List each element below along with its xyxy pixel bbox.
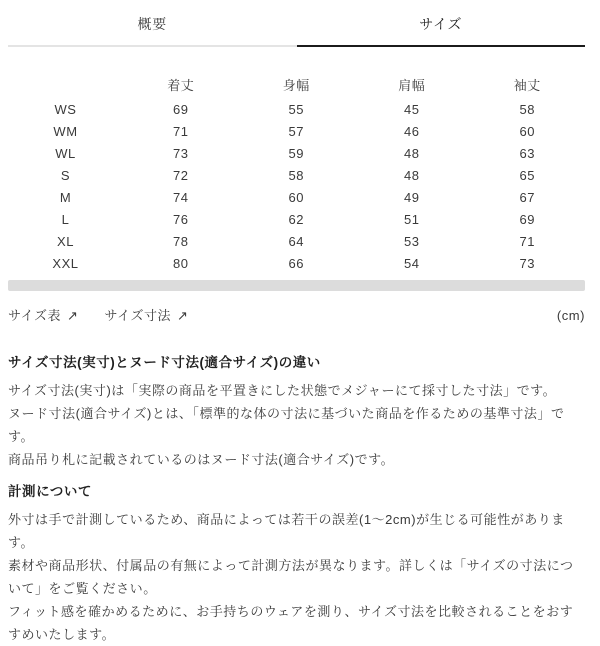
tab-overview-label: 概要 <box>137 16 167 32</box>
table-row <box>8 121 585 143</box>
col-header: 身幅 <box>282 78 310 93</box>
value-cell: 69 <box>519 212 535 227</box>
size-label-cell: WS <box>54 102 77 117</box>
value-cell: 55 <box>288 102 304 117</box>
value-cell: 69 <box>173 102 189 117</box>
col-header: 袖丈 <box>513 78 541 93</box>
value-cell: 71 <box>519 234 535 249</box>
size-label-cell: S <box>60 168 71 183</box>
value-cell: 48 <box>404 168 420 183</box>
section-measurement <box>8 483 585 646</box>
size-table <box>8 75 585 275</box>
value-cell: 58 <box>519 102 535 117</box>
value-cell: 63 <box>519 146 535 161</box>
table-row <box>8 209 585 231</box>
size-label-cell: XXL <box>52 256 79 271</box>
value-cell: 57 <box>288 124 304 139</box>
table-row <box>8 253 585 275</box>
section-paragraph: 外寸は手で計測しているため、商品によっては若干の誤差(1〜2cm)が生じる可能性があります。 <box>8 512 565 550</box>
table-row <box>8 143 585 165</box>
tab-size-label: サイズ <box>419 16 463 32</box>
tab-size[interactable] <box>297 14 586 47</box>
value-cell: 73 <box>173 146 189 161</box>
value-cell: 76 <box>173 212 189 227</box>
section-paragraph: 素材や商品形状、付属品の有無によって計測方法が異なります。詳しくは「サイズの寸法について」をご覧ください。 <box>8 558 574 596</box>
value-cell: 78 <box>173 234 189 249</box>
value-cell: 60 <box>288 190 304 205</box>
links-row <box>8 306 585 325</box>
table-row <box>8 165 585 187</box>
value-cell: 45 <box>404 102 420 117</box>
section-paragraph: ヌード寸法(適合サイズ)とは、「標準的な体の寸法に基づいた商品を作るための基準寸法」です。 <box>8 406 565 444</box>
size-chart-link[interactable] <box>8 306 78 325</box>
section-heading: 計測について <box>8 484 92 499</box>
table-row <box>8 99 585 121</box>
section-paragraph: フィット感を確かめるために、お手持ちのウェアを測り、サイズ寸法を比較されることをおすすめいたします。 <box>8 604 574 642</box>
value-cell: 51 <box>404 212 420 227</box>
size-dimensions-link-label: サイズ寸法 <box>104 308 172 323</box>
external-link-icon: ↗ <box>67 308 79 323</box>
value-cell: 48 <box>404 146 420 161</box>
col-header-size <box>8 75 123 97</box>
size-table-header <box>8 75 585 97</box>
section-size-definition <box>8 354 585 471</box>
value-cell: 64 <box>288 234 304 249</box>
value-cell: 62 <box>288 212 304 227</box>
size-label-cell: L <box>61 212 70 227</box>
size-table-body <box>8 99 585 275</box>
value-cell: 73 <box>519 256 535 271</box>
value-cell: 46 <box>404 124 420 139</box>
table-row <box>8 187 585 209</box>
tab-bar <box>8 14 585 47</box>
table-scrollbar[interactable] <box>8 280 585 291</box>
value-cell: 74 <box>173 190 189 205</box>
value-cell: 59 <box>288 146 304 161</box>
col-header: 着丈 <box>167 78 195 93</box>
value-cell: 53 <box>404 234 420 249</box>
value-cell: 65 <box>519 168 535 183</box>
value-cell: 80 <box>173 256 189 271</box>
section-paragraph: サイズ寸法(実寸)は「実際の商品を平置きにした状態でメジャーにて採寸した寸法」です。 <box>8 383 557 398</box>
value-cell: 54 <box>404 256 420 271</box>
value-cell: 66 <box>288 256 304 271</box>
size-label-cell: M <box>59 190 72 205</box>
size-label-cell: WM <box>53 124 78 139</box>
tab-overview[interactable] <box>8 14 297 47</box>
value-cell: 67 <box>519 190 535 205</box>
value-cell: 71 <box>173 124 189 139</box>
size-dimensions-link[interactable] <box>104 306 188 325</box>
value-cell: 49 <box>404 190 420 205</box>
section-heading: サイズ寸法(実寸)とヌード寸法(適合サイズ)の違い <box>8 355 321 370</box>
size-chart-link-label: サイズ表 <box>8 308 62 323</box>
value-cell: 60 <box>519 124 535 139</box>
size-label-cell: XL <box>57 234 74 249</box>
value-cell: 72 <box>173 168 189 183</box>
table-row <box>8 231 585 253</box>
external-link-icon: ↗ <box>177 308 189 323</box>
value-cell: 58 <box>288 168 304 183</box>
size-label-cell: WL <box>55 146 76 161</box>
section-paragraph: 商品吊り札に記載されているのはヌード寸法(適合サイズ)です。 <box>8 452 395 467</box>
col-header: 肩幅 <box>398 78 426 93</box>
unit-label: (cm) <box>556 308 585 323</box>
